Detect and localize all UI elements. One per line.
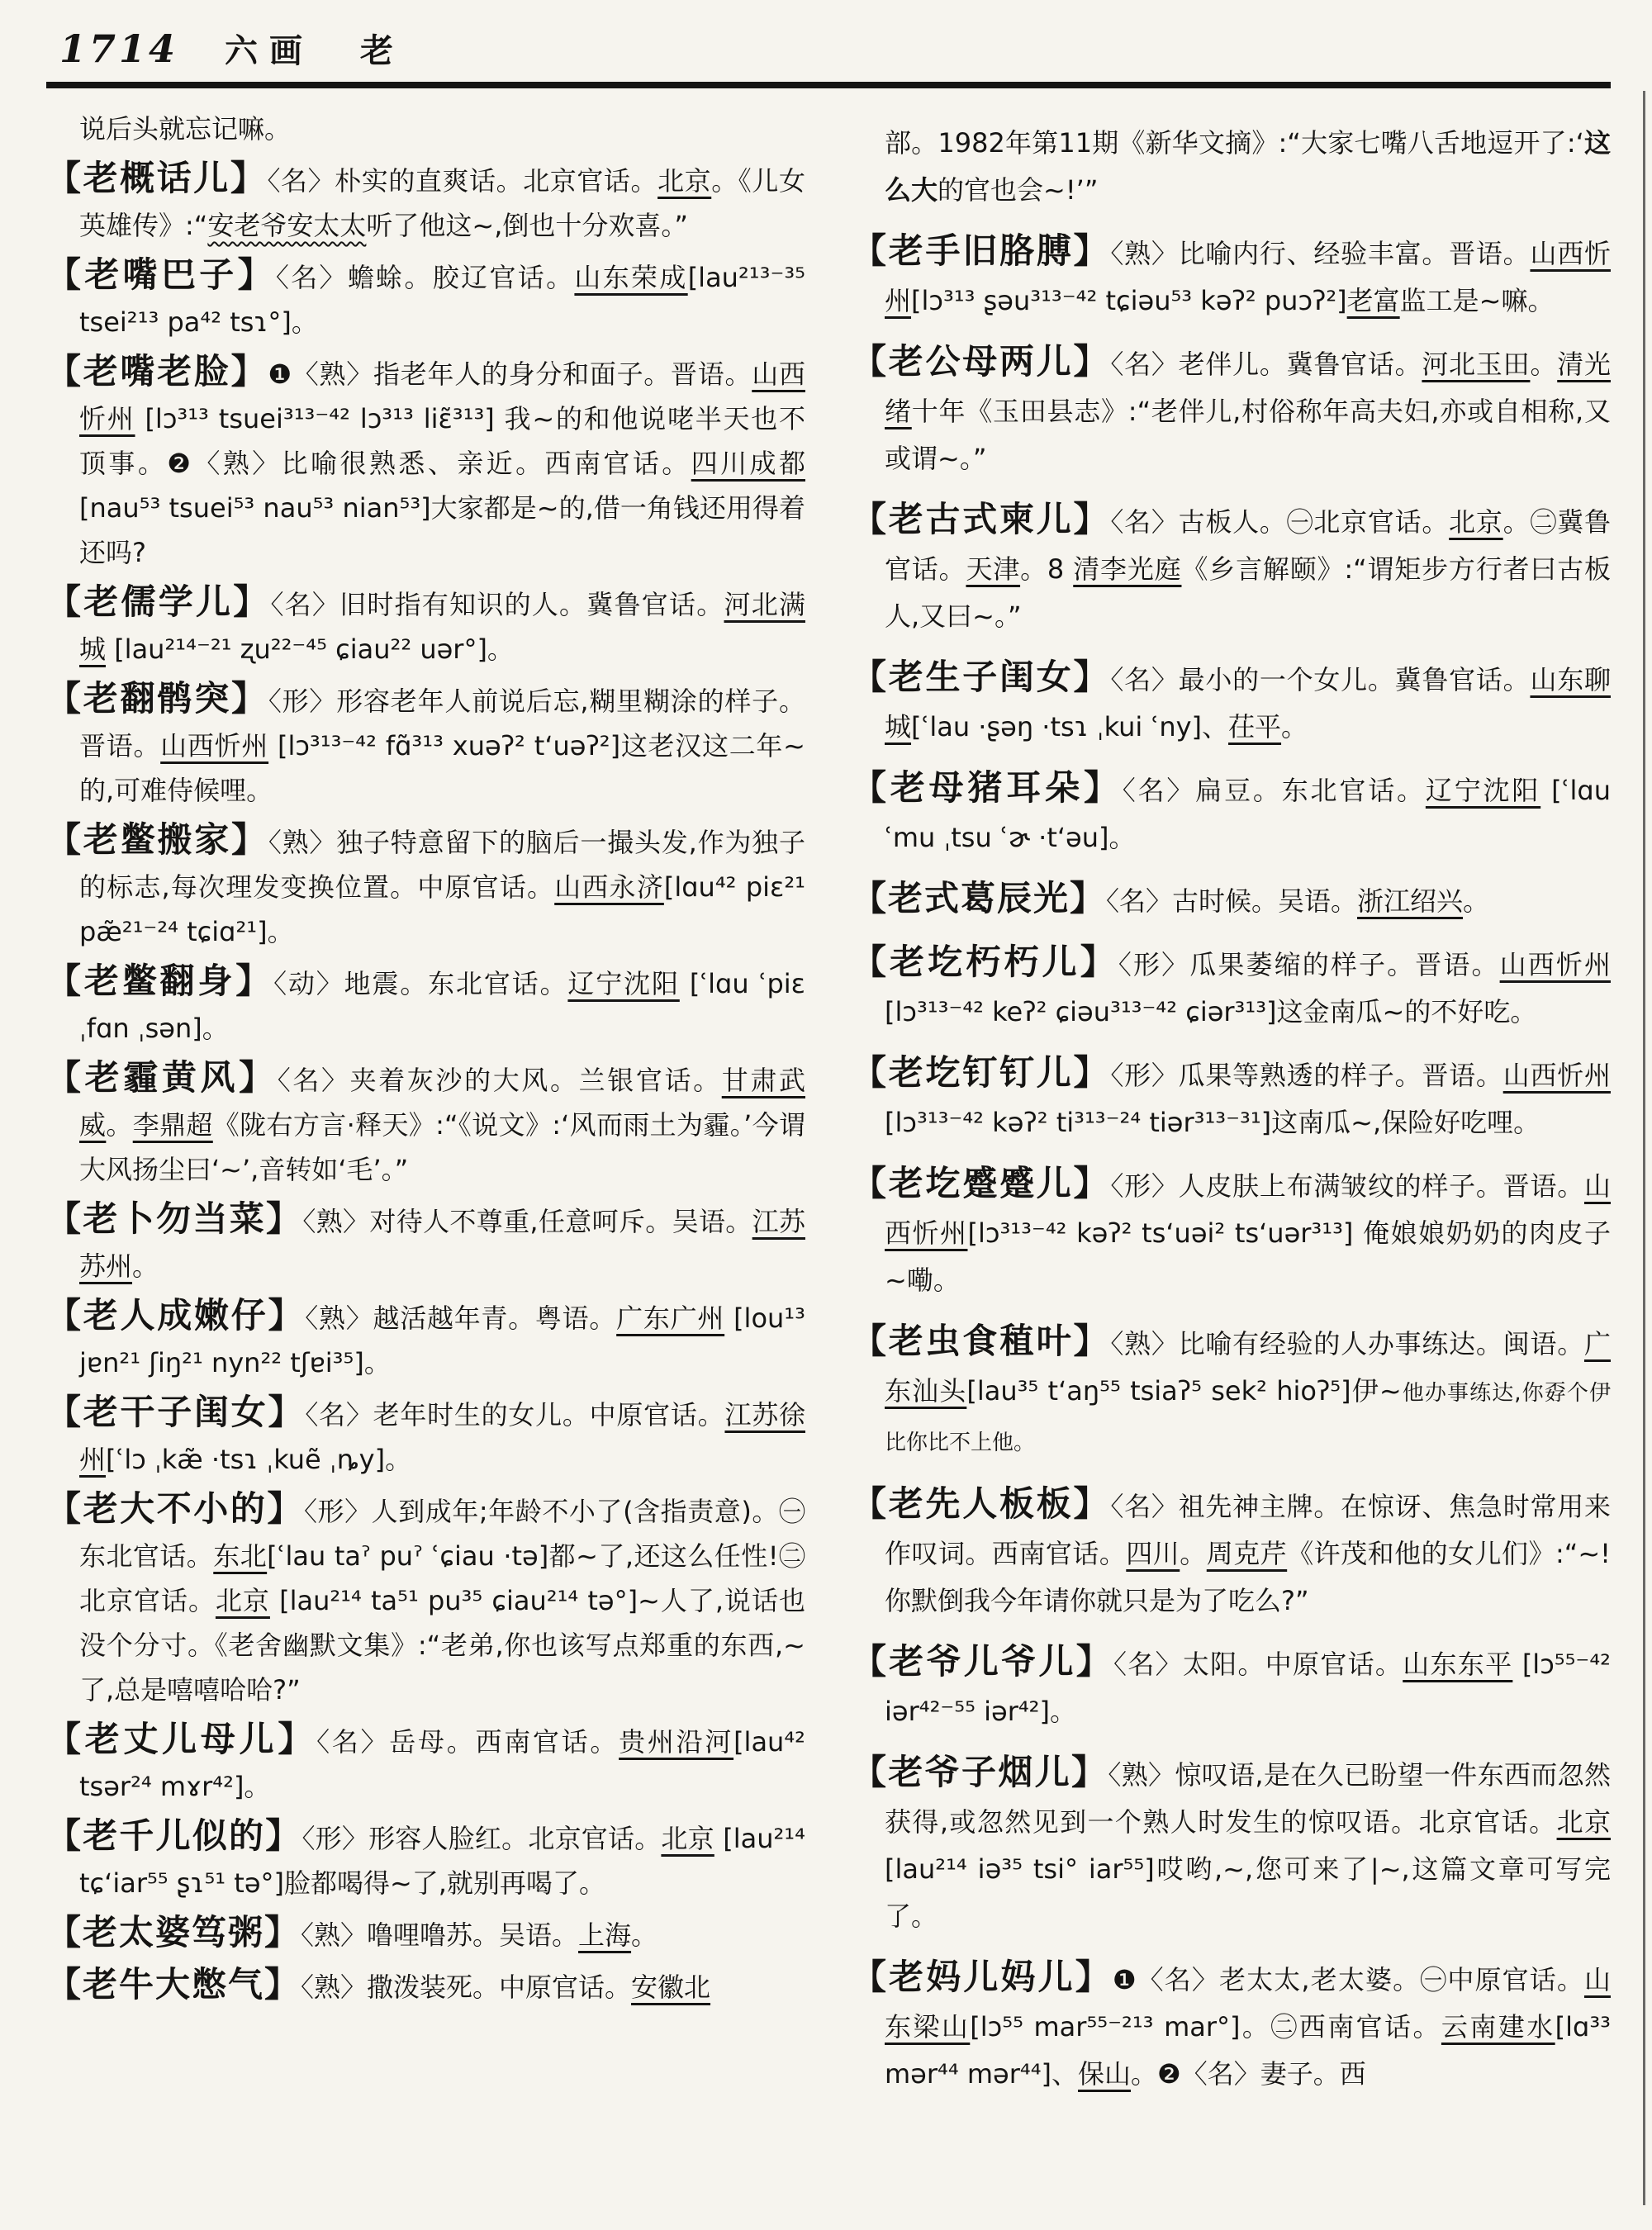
definition-text: 监工是~嘛。 [1399,285,1555,316]
definition-text: [lau²¹⁴ ta⁵¹ pu³⁵ ɕiau²¹⁴ tə°]~人了,说话也没个分寸。《老舍幽默文集》:“老弟,你也该写点郑重的东西,~了,总是嘻嘻哈哈?” [79,1585,805,1706]
entry-headword: 【老牛大憋气】 [46,1964,301,2005]
proper-name: 山东聊城 [885,664,1611,743]
entry-headword: 【老卜勿当菜】 [46,1198,303,1239]
entry-headword: 【老爷子烟儿】 [852,1752,1108,1792]
radical-label: 老 [360,32,406,70]
definition-text: 这么大 [885,127,1611,206]
entry-headword: 【老干子闺女】 [46,1392,306,1432]
entry-headword: 【老妈儿妈儿】 [852,1957,1113,1997]
definition-text: 〈熟〉独子特意留下的脑后一撮头发,作为独子的标志,每次理发变换位置。中原官话。 [79,827,805,903]
dict-entry [852,653,1611,751]
proper-name: 北京 [1556,1806,1611,1838]
definition-text: [lau²¹⁴⁻²¹ ʐu²²⁻⁴⁵ ɕiau²² uər°]。 [106,633,514,665]
definition-text: 他办事练达,你孬个伊比你比不上他。 [885,1381,1611,1455]
definition-text: 〈熟〉比喻有经验的人办事练达。闽语。 [1110,1328,1584,1359]
dict-entry [46,1056,805,1192]
proper-name: 北京 [1449,506,1503,538]
dict-entry [46,959,805,1051]
entry-headword: 【老嘴老脸】 [46,351,268,391]
dict-entry [852,1953,1611,2098]
definition-text: 十年《玉田县志》:“老伴儿,村俗称年高夫妇,亦或自相称,又或谓~。” [885,396,1611,474]
definition-text: 〈熟〉惊叹语,是在久已盼望一件东西而忽然获得,或忽然见到一个熟人时发生的惊叹语。北京官话。 [885,1759,1611,1838]
definition-text: 〈名〉朴实的直爽话。北京官话。 [267,165,658,197]
dict-entry [46,1717,805,1809]
entry-headword: 【老虫食稙叶】 [852,1321,1111,1361]
right-column [852,107,1611,2098]
dict-entry [46,253,805,344]
entry-headword: 【老圪朽朽儿】 [852,942,1118,982]
dict-entry [852,938,1611,1036]
dict-entry [852,764,1611,861]
header-rule [46,82,1611,88]
definition-text: 〈形〉形容老年人前说后忘,糊里糊涂的样子。晋语。 [79,686,805,762]
definition-text: 。 [1530,349,1558,380]
proper-name: 江苏苏州 [79,1206,805,1282]
entry-headword: 【老翻鹘突】 [46,678,268,719]
dict-entry [852,1317,1611,1467]
proper-name: 贵州沿河 [619,1726,734,1758]
proper-name: 广东汕头 [885,1328,1611,1407]
definition-text: 《许茂和他的女儿们》:“~!你默倒我今年请你就只是为了吃么?” [885,1538,1611,1616]
entry-headword: 【老公母两儿】 [852,341,1111,382]
dict-entry [46,1962,805,2009]
dict-entry [46,1910,805,1957]
proper-name: 上海 [578,1919,632,1951]
definition-text: 〈名〉扁豆。东北官话。 [1122,775,1426,806]
entry-headword: 【老大不小的】 [46,1488,304,1529]
definition-text: 部。1982年第11期《新华文摘》:“大家七嘴八舌地逗开了:‘ [885,127,1584,159]
dict-entry [46,1390,805,1482]
entry-headword: 【老鳖翻身】 [46,961,274,1001]
definition-text: [ʿlau taˀ puˀ ʿɕiau ·tə]都~了,还这么任性!㊁北京官话。 [79,1540,805,1616]
definition-text: 〈名〉祖先神主牌。在惊讶、焦急时常用来作叹词。西南官话。 [885,1491,1611,1569]
definition-text: 〈名〉旧时指有知识的人。冀鲁官话。 [270,589,724,620]
entry-headword: 【老母猪耳朵】 [852,767,1123,808]
proper-name: 河北满城 [79,589,805,665]
definition-text: [lou¹³ jɐn²¹ ʃiŋ²¹ nyn²² tʃɐi³⁵]。 [79,1302,805,1378]
dict-entry [852,338,1611,482]
proper-name: 周克芹 [1206,1538,1288,1569]
dict-entry [46,156,805,248]
definition-text: 〈动〉地震。东北官话。 [273,968,568,999]
proper-name: 四川 [1126,1538,1180,1569]
definition-text: 听了他这~,倒也十分欢喜。” [366,210,688,241]
definition-text: 〈名〉老年时生的女儿。中原官话。 [305,1399,725,1431]
proper-name: 山东梁山 [885,1964,1611,2043]
definition-text: [lɔ³¹³⁻⁴² keʔ² ɕiəu³¹³⁻⁴² ɕiər³¹³]这金南瓜~的不好吃。 [885,996,1537,1027]
proper-name: 云南建水 [1441,2011,1555,2043]
definition-text: 。《儿女英雄传》:“ [79,165,805,241]
definition-text: 。 [1180,1538,1207,1569]
entry-headword: 【老鳖搬家】 [46,819,268,860]
entry-headword: 【老儒学儿】 [46,581,271,622]
dict-entry [852,1638,1611,1735]
proper-name: 江苏徐州 [79,1399,805,1475]
entry-continuation [852,120,1611,214]
definition-text: 〈形〉人皮肤上布满皱纹的样子。晋语。 [1110,1170,1584,1202]
dict-entry [852,227,1611,325]
definition-text: [lɔ⁵⁵ mar⁵⁵⁻²¹³ mar°]。㊁西南官话。 [970,2011,1441,2043]
definition-text: 。㊁冀鲁官话。 [885,506,1611,585]
definition-text: 〈熟〉噜哩噜苏。吴语。 [301,1919,579,1951]
proper-name: 山西永济 [554,871,664,903]
definition-text: 〈形〉瓜果等熟透的样子。晋语。 [1110,1060,1503,1091]
two-column-text [46,107,1611,2098]
definition-text: [lɔ³¹³⁻⁴² fɑ̃³¹³ xuəʔ² tʻuəʔ²]这老汉这二年~的,可难侍候哩。 [79,730,805,806]
proper-name: 安徽北 [631,1971,711,2003]
proper-name: 清李光庭 [1073,553,1182,585]
definition-text: [ʿlau ·ʂəŋ ·tsɿ ˌkui ʿny]、 [911,711,1229,743]
definition-text: [lɔ³¹³ tsuei³¹³⁻⁴² lɔ³¹³ liɛ̃³¹³] 我~的和他说咾半天也不顶事。❷〈熟〉比喻很熟悉、亲近。西南官话。 [79,403,805,479]
proper-name: 广东广州 [616,1302,725,1334]
definition-text: [lau²¹⁴ iə³⁵ tsi° iar⁵⁵]哎哟,~,您可来了|~,这篇文章可写完了。 [885,1853,1611,1932]
definition-text: 〈熟〉撒泼装死。中原官话。 [301,1971,632,2003]
left-column [46,107,805,2098]
proper-name: 山东荣成 [574,262,688,293]
entry-headword: 【老丈儿母儿】 [46,1719,317,1759]
dict-entry [46,818,805,954]
proper-name: 山东东平 [1403,1649,1513,1680]
entry-headword: 【老手旧胳膊】 [852,230,1111,271]
entry-headword: 【老古式柬儿】 [852,499,1111,539]
proper-name: 北京 [661,1823,714,1854]
proper-name: 东北 [213,1540,268,1572]
proper-name: 保山 [1078,2058,1132,2090]
definition-text: 〈形〉形容人脸红。北京官话。 [301,1823,662,1854]
entry-headword: 【老圪钉钉儿】 [852,1052,1111,1093]
definition-text: 的官也会~!’” [938,174,1099,206]
dict-entry [46,1197,805,1288]
entry-continuation [46,107,805,151]
dict-entry [46,349,805,575]
entry-headword: 【老生子闺女】 [852,657,1111,697]
definition-text: 《陇右方言·释天》:“《说文》:‘风而雨土为霾。’今谓大风扬尘曰‘~’,音转如‘毛’。” [79,1109,805,1185]
definition-text: 〈熟〉越活越年青。粤语。 [305,1302,617,1334]
definition-text: 〈名〉夹着灰沙的大风。兰银官话。 [277,1065,722,1096]
dict-entry [852,1049,1611,1146]
entry-headword: 【老人成嫩仔】 [46,1295,306,1336]
definition-text: 〈熟〉比喻内行、经验丰富。晋语。 [1110,238,1531,269]
proper-name: 安老爷安太太 [207,210,367,241]
proper-name: 北京 [657,165,712,197]
proper-name: 山西忻州 [1502,1060,1611,1091]
proper-name: 甘肃武威 [79,1065,805,1141]
dict-entry [46,1814,805,1905]
definition-text: 〈熟〉对待人不尊重,任意呵斥。吴语。 [302,1206,752,1237]
entry-headword: 【老千儿似的】 [46,1815,302,1856]
page-header [46,25,1611,72]
stroke-section-label: 六画 [225,32,315,70]
page-number: 1714 [59,26,179,71]
definition-text: 。 [132,1250,159,1282]
definition-text: 。 [1463,885,1490,917]
entry-headword: 【老式葛辰光】 [852,878,1107,918]
proper-name: 茌平 [1228,711,1282,743]
dict-entry [46,1487,805,1712]
definition-text: [lau³⁵ tʻaŋ⁵⁵ tsiaʔ⁵ sek² hioʔ⁵]伊~ [966,1375,1402,1407]
proper-name: 山西忻州 [160,730,269,762]
proper-name: 浙江绍兴 [1357,885,1464,917]
definition-text: [lɔ³¹³⁻⁴² kəʔ² ti³¹³⁻²⁴ tiər³¹³⁻³¹]这南瓜~,保险好吃哩。 [885,1107,1540,1138]
entry-headword: 【老圪蹙蹙儿】 [852,1163,1111,1203]
definition-text: [lau²¹³⁻³⁵ tsei²¹³ pa⁴² tsɿ°]。 [79,262,805,338]
definition-text: 。 [106,1109,133,1141]
definition-text: 〈名〉太阳。中原官话。 [1113,1649,1403,1680]
definition-text: [lɔ⁵⁵⁻⁴² iər⁴²⁻⁵⁵ iər⁴²]。 [885,1649,1611,1727]
dict-entry [852,875,1611,925]
definition-text: 。 [1281,711,1308,743]
proper-name: 山西忻州 [885,238,1611,316]
definition-text: 〈名〉岳母。西南官话。 [316,1726,620,1758]
definition-text: 说后头就忘记嘛。 [79,113,292,145]
definition-text: [lɑ³³ mər⁴⁴ mər⁴⁴]、 [885,2011,1611,2090]
definition-text: [lɔ³¹³⁻⁴² kəʔ² tsʻuəi² tsʻuər³¹³] 俺娘娘奶奶的肉皮子~嘞。 [885,1217,1611,1296]
dict-entry [852,1160,1611,1304]
definition-text: 〈形〉人到成年;年龄不小了(含指责意)。㊀东北官话。 [79,1496,805,1572]
definition-text: 。❷〈名〉妻子。西 [1131,2058,1366,2090]
definition-text: ❶〈名〉老太太,老太婆。㊀中原官话。 [1112,1964,1584,1995]
definition-text: 〈名〉古时候。吴语。 [1106,885,1358,917]
dict-entry [46,580,805,671]
definition-text: [ʿlɑu ʿmu ˌtsu ʿɚ ·tʻəu]。 [885,775,1611,853]
definition-text: [ʿlɑu ʿpiɛ ˌfɑn ˌsən]。 [79,968,805,1044]
proper-name: 天津 [966,553,1021,585]
dict-entry [46,1293,805,1385]
definition-text: [nau⁵³ tsuei⁵³ nau⁵³ nian⁵³]大家都是~的,借一角钱还用得着还吗? [79,492,805,568]
entry-headword: 【老概话儿】 [46,158,268,198]
definition-text: 。 [631,1919,658,1951]
definition-text: [lau²¹⁴ tɕʻiar⁵⁵ ʂɿ⁵¹ tə°]脸都喝得~了,就别再喝了。 [79,1823,805,1899]
definition-text: [lɔ³¹³ ʂəu³¹³⁻⁴² tɕiəu⁵³ kəʔ² puɔʔ²] [911,285,1347,316]
entry-headword: 【老先人板板】 [852,1483,1111,1524]
dict-entry [852,1748,1611,1940]
definition-text: [lɑu⁴² piɛ²¹ pæ̃²¹⁻²⁴ tɕiɑ²¹]。 [79,871,805,947]
proper-name: 清光绪 [885,349,1611,427]
definition-text: [lau⁴² tsər²⁴ mɤr⁴²]。 [79,1726,805,1802]
definition-text: 〈名〉最小的一个女儿。冀鲁官话。 [1110,664,1531,695]
proper-name: 四川成都 [691,448,805,479]
proper-name: 老富 [1346,285,1400,316]
proper-name: 辽宁沈阳 [567,968,680,999]
proper-name: 山西忻州 [1499,949,1611,980]
entry-headword: 【老太婆笃粥】 [46,1912,301,1952]
definition-text: ❶〈熟〉指老年人的身分和面子。晋语。 [268,358,752,390]
definition-text: 〈名〉蟾蜍。胶辽官话。 [275,262,575,293]
definition-text: 〈名〉古板人。㊀北京官话。 [1110,506,1450,538]
entry-headword: 【老嘴巴子】 [46,254,276,295]
entry-headword: 【老霾黄风】 [46,1057,278,1098]
proper-name: 辽宁沈阳 [1425,775,1541,806]
proper-name: 山西忻州 [885,1170,1611,1249]
dict-entry [852,1480,1611,1625]
definition-text: [ʿlɔ ˌkæ̃ ·tsɿ ˌkuẽ ˌȵy]。 [106,1444,412,1475]
proper-name: 李鼎超 [132,1109,213,1141]
proper-name: 北京 [215,1585,270,1616]
definition-text: 〈名〉老伴儿。冀鲁官话。 [1110,349,1422,380]
definition-text: 〈形〉瓜果萎缩的样子。晋语。 [1118,949,1500,980]
proper-name: 河北玉田 [1422,349,1531,380]
dict-entry [46,676,805,813]
proper-name: 山西忻州 [79,358,805,434]
definition-text: 《乡言解颐》:“谓矩步方行者曰古板人,又曰~。” [885,553,1611,632]
dict-entry [852,496,1611,640]
entry-headword: 【老爷儿爷儿】 [852,1641,1114,1682]
definition-text: 。8 [1020,553,1074,585]
